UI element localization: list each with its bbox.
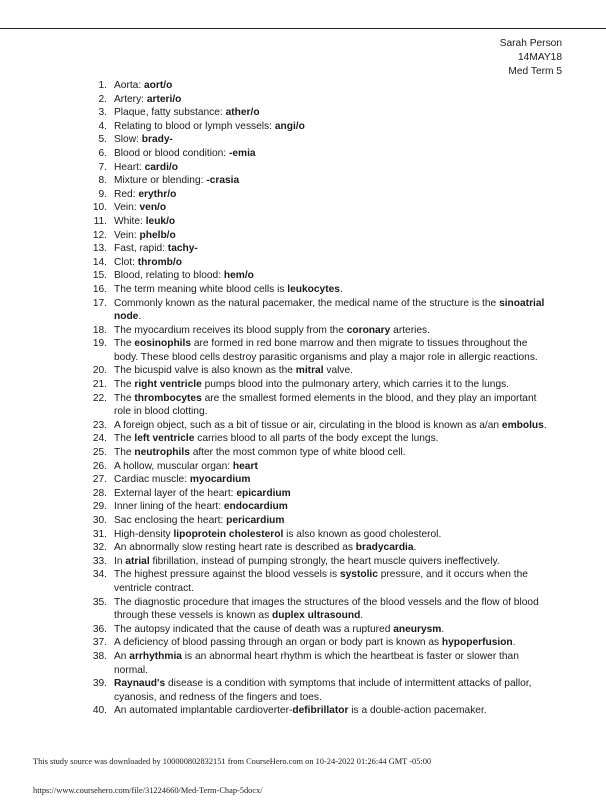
item-text-part: Cardiac muscle: [114,474,190,486]
list-item [83,147,548,161]
item-text-part: The [114,392,135,404]
answer-term: leukocytes [287,283,340,295]
item-text-part: valve. [323,365,353,377]
item-text-part: Fast, rapid: [114,243,168,255]
item-number: 39. [92,678,107,690]
item-number: 21. [92,379,107,391]
item-text-part: The autopsy indicated that the cause of death was a ruptured [114,623,394,635]
item-number: 12. [92,229,107,241]
answer-term: -emia [228,147,256,159]
item-text-part: disease is a condition with symptoms that include of intermittent attacks of pallor, cyanosis, and redness of the fingers and toes. [114,678,532,703]
item-text-part: . [413,542,417,554]
item-text [114,596,548,623]
list-item [83,650,548,677]
answer-term: endocardium [223,501,288,513]
item-number: 27. [92,474,107,486]
list-item [83,541,548,555]
item-text-part: . [543,419,547,431]
list-item [83,487,548,501]
list-item [83,473,548,487]
item-text [114,269,548,283]
answer-term: duplex ultrasound [272,610,361,622]
item-text-part: Commonly known as the natural pacemaker, the medical name of the structure is the [114,297,500,309]
item-text [114,650,548,677]
list-item [83,106,548,120]
item-text [114,201,548,215]
item-number: 11. [93,215,107,227]
list-item [83,161,548,175]
list-item [83,460,548,474]
item-text-part: White: [114,215,146,227]
answer-term: -crasia [206,175,240,187]
answer-term: myocardium [189,474,251,486]
item-text-part: Aorta: [114,80,145,91]
item-number: 37. [92,637,107,649]
item-number: 38. [92,650,107,662]
item-number: 24. [92,433,107,445]
list-item [83,188,548,202]
item-number: 2. [98,93,107,105]
list-item [83,256,548,270]
list-item [83,174,548,188]
list-item [83,568,548,595]
item-text-part: High-density [114,528,174,540]
item-text [114,541,548,555]
item-number: 31. [92,528,107,540]
item-number: 17. [92,297,107,309]
item-text [114,460,548,474]
top-rule [0,28,606,29]
list-item [83,283,548,297]
list-item [83,215,548,229]
item-text-part: Sac enclosing the heart: [114,515,227,526]
item-text [114,337,548,364]
list-item [83,677,548,704]
list-item [83,133,548,147]
answer-term: erythr/o [138,188,177,200]
item-number: 34. [92,569,107,581]
list-item [83,555,548,569]
item-text [114,432,548,446]
item-text [114,215,548,229]
answer-term: cardi/o [144,161,178,173]
source-url[interactable]: https://www.coursehero.com/file/31224660/Med-Term-Chap-5docx/ [33,786,263,795]
list-item [83,79,548,93]
item-text-part: Heart: [114,161,145,173]
item-number: 18. [92,324,107,336]
item-text-part: is also known as good cholesterol. [283,528,442,540]
item-text [114,419,548,433]
item-number: 14. [92,256,107,268]
answer-term: embolus [501,419,544,431]
item-text-part: In [114,555,126,567]
answer-term: left ventricle [134,433,195,445]
item-number: 25. [92,447,107,459]
item-number: 36. [92,623,107,635]
item-text [114,256,548,270]
list-item [83,623,548,637]
answer-term: systolic [339,569,378,581]
item-text [114,568,548,595]
item-text-part: An abnormally slow resting heart rate is described as [114,542,356,554]
item-text [114,106,548,120]
item-number: 6. [98,147,107,159]
item-text-part: Clot: [114,256,138,268]
item-number: 29. [92,501,107,513]
answer-term: eosinophils [134,338,191,350]
item-text [114,514,548,528]
item-text [114,636,548,650]
list-item [83,392,548,419]
item-text [114,473,548,487]
list-item [83,528,548,542]
item-text-part: A deficiency of blood passing through an organ or body part is known as [114,637,442,649]
item-text-part: External layer of the heart: [114,487,237,499]
item-text-part: are the smallest formed elements in the blood, and they play an important role in blood clotting. [114,392,537,418]
terms-list [83,79,548,718]
item-number: 10. [92,202,107,214]
answer-term: sinoatrial node [114,297,545,323]
item-number: 4. [98,120,107,132]
answer-term: thrombocytes [134,392,202,404]
item-text-part: The myocardium receives its blood supply from the [114,324,347,336]
item-text-part: Vein: [114,202,140,214]
item-text-part: . [339,283,343,295]
item-text [114,93,548,107]
list-item [83,419,548,433]
item-text [114,528,548,542]
item-text [114,364,548,378]
answer-term: leuk/o [145,215,176,227]
item-text [114,324,548,338]
item-number: 33. [92,555,107,567]
item-number: 23. [92,419,107,431]
answer-term: neutrophils [134,447,190,459]
list-item [83,297,548,324]
answer-term: Raynaud's [114,678,166,690]
answer-term: aort/o [144,80,173,91]
item-text [114,500,548,514]
item-text-part: arteries. [390,324,430,336]
item-number: 28. [92,487,107,499]
item-text-part: Plaque, fatty substance: [114,107,226,119]
item-text [114,242,548,256]
item-text [114,555,548,569]
answer-term: ven/o [139,202,167,214]
list-item [83,269,548,283]
item-text-part: The [114,338,135,350]
answer-term: brady- [141,134,173,146]
list-item [83,446,548,460]
item-text [114,704,548,718]
answer-term: hem/o [223,270,254,282]
item-text-part: A foreign object, such as a bit of tissue or air, circulating in the blood is known as a/an [114,419,502,431]
item-number: 32. [92,542,107,554]
answer-term: angi/o [274,120,305,132]
list-item [83,378,548,392]
list-item [83,364,548,378]
item-text-part: Relating to blood or lymph vessels: [114,120,275,132]
item-number: 13. [92,243,107,255]
item-text [114,378,548,392]
item-text-part: A hollow, muscular organ: [114,460,233,472]
answer-term: tachy- [167,243,198,255]
list-item [83,120,548,134]
item-text-part: Artery: [114,93,147,105]
item-text [114,297,548,324]
document-header [500,37,562,79]
answer-term: heart [232,460,258,472]
answer-term: aneurysm [393,623,442,635]
item-number: 19. [92,338,107,350]
answer-term: mitral [295,365,324,377]
list-item [83,93,548,107]
item-text-part: Red: [114,188,139,200]
item-text [114,392,548,419]
item-text-part: . [512,637,516,649]
list-item [83,514,548,528]
item-text-part: The [114,433,135,445]
item-text-part: is a double-action pacemaker. [348,705,487,717]
student-name: Sarah Person [499,38,562,49]
answer-term: phelb/o [139,229,176,241]
item-number: 1. [98,80,107,91]
list-item [83,636,548,650]
item-text-part: after the most common type of white blood cell. [189,447,406,459]
item-text-part: The highest pressure against the blood vessels is [114,569,340,581]
answer-term: bradycardia [355,542,414,554]
item-text-part: Blood or blood condition: [114,147,229,159]
item-text-part: . [138,311,142,323]
item-text-part: Vein: [114,229,140,241]
answer-term: hypoperfusion [441,637,513,649]
item-text [114,133,548,147]
item-number: 20. [92,365,107,377]
item-number: 26. [92,460,107,472]
item-text-part: carries blood to all parts of the body except the lungs. [194,433,439,445]
item-text-part: is an abnormal heart rhythm is which the heartbeat is faster or slower than normal. [114,650,519,676]
list-item [83,229,548,243]
answer-term: pericardium [226,515,285,526]
item-text-part: . [360,610,364,622]
item-number: 35. [92,596,107,608]
item-text-part: . [441,623,445,635]
course-name: Med Term 5 [508,66,562,77]
item-text [114,283,548,297]
item-text [114,120,548,134]
item-text [114,229,548,243]
list-item [83,704,548,718]
item-text-part: The term meaning white blood cells is [114,283,288,295]
item-text-part: pressure, and it occurs when the ventricle contract. [114,569,528,594]
item-number: 30. [92,515,107,526]
item-text-part: An [114,650,130,662]
item-text-part: The diagnostic procedure that images the structures of the blood vessels and the flow of blood through these vessels is known as [114,596,539,622]
answer-term: arteri/o [146,93,182,105]
answer-term: right ventricle [134,379,202,391]
item-text-part: The [114,379,135,391]
item-text-part: Blood, relating to blood: [114,270,224,282]
answer-term: thromb/o [137,256,182,268]
item-text [114,147,548,161]
item-number: 3. [98,107,107,119]
item-number: 22. [92,392,107,404]
item-number: 16. [92,283,107,295]
item-text [114,161,548,175]
item-number: 40. [92,705,107,717]
list-item [83,201,548,215]
answer-term: ather/o [225,107,260,119]
item-text-part: The [114,447,135,459]
list-item [83,500,548,514]
list-item [83,596,548,623]
item-text-part: The bicuspid valve is also known as the [114,365,296,377]
item-text-part: Slow: [114,134,142,146]
item-number: 9. [98,188,107,200]
item-text-part: fibrillation, instead of pumping strongly, the heart muscle quivers ineffectively. [149,555,500,567]
assignment-date: 14MAY18 [518,52,562,63]
answer-term: atrial [125,555,150,567]
list-item [83,242,548,256]
download-note: This study source was downloaded by 100000802832151 from CourseHero.com on 10-24-2022 01:26:44 GMT -05:00 [33,757,432,766]
item-text [114,623,548,637]
item-text [114,487,548,501]
item-text-part: pumps blood into the pulmonary artery, which carries it to the lungs. [201,379,510,391]
item-text [114,446,548,460]
answer-term: coronary [346,324,391,336]
answer-term: lipoprotein cholesterol [173,528,284,540]
item-text-part: are formed in red bone marrow and then migrate to tissues throughout the body. These blood cells destroy parasitic organisms and play a major role in allergic reactions. [114,338,538,363]
item-number: 8. [98,175,107,187]
list-item [83,324,548,338]
item-number: 7. [98,161,107,173]
item-text [114,174,548,188]
item-number: 15. [92,270,107,282]
item-text [114,188,548,202]
answer-term: arrhythmia [129,650,182,662]
list-item [83,337,548,364]
item-text [114,79,548,93]
item-text [114,677,548,704]
item-text-part: An automated implantable cardioverter- [114,705,293,717]
answer-term: defibrillator [292,705,349,717]
answer-term: epicardium [236,487,291,499]
item-number: 5. [98,134,107,146]
item-text-part: Mixture or blending: [114,175,207,187]
item-text-part: Inner lining of the heart: [114,501,224,513]
list-item [83,432,548,446]
